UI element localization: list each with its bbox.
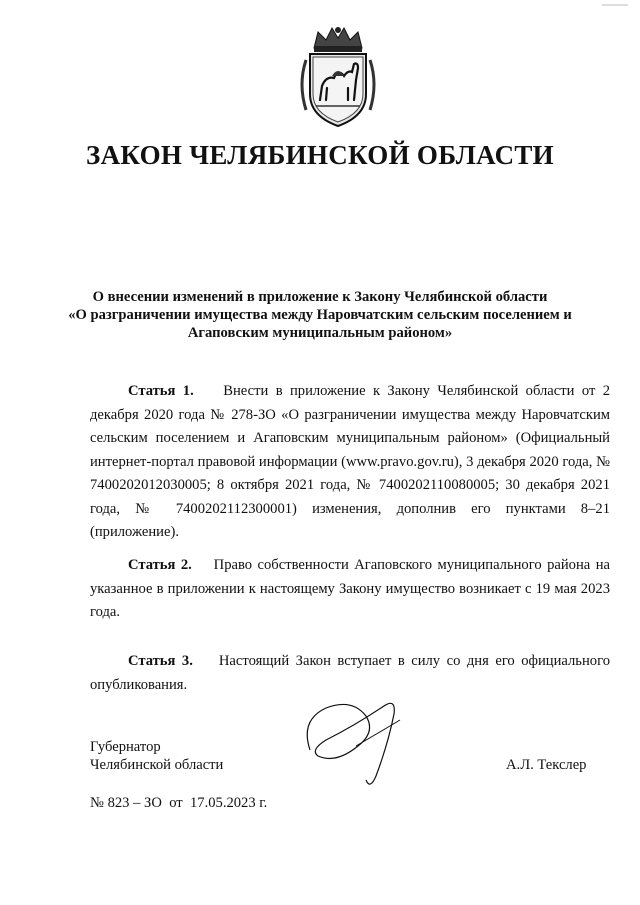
coat-of-arms-icon [296,24,380,130]
article-1 [90,380,610,545]
law-subject-line: О внесении изменений в приложение к Закону Челябинской области [92,289,548,305]
article-heading: Статья 1. [128,383,194,399]
article-2 [90,554,610,625]
law-subject [60,288,580,342]
document-title: ЗАКОН ЧЕЛЯБИНСКОЙ ОБЛАСТИ [86,140,554,170]
article-text: Право собственности Агаповского муниципального района на указанное в приложении к настоящему Закону имущество возникает с 19 мая 2023 года. [90,557,611,620]
article-heading: Статья 3. [128,653,193,669]
signatory-name: А.Л. Текслер [506,757,587,773]
article-text: Внести в приложение к Закону Челябинской области от 2 декабря 2020 года № 278-ЗО «О разграничении имущества между Наровчатским сельским поселением и Агаповским муниципальным районом» (Официальный интернет-портал правовой информации (www.pravo.gov.ru), 3 декабря 2020 года, № 7400202012030005; 8 октября 2021 года, № 7400202110080005; 30 декабря 2021 года, № 7400202112300001) изменения, дополнив его пунктами 8–21 (приложение). [90,383,610,540]
signature-icon [296,680,416,800]
position-line: Челябинской области [90,757,224,773]
signatory-position [90,738,223,774]
scan-mark [600,2,630,8]
law-subject-line: «О разграничении имущества между Наровчатским сельским поселением и [68,307,572,323]
article-text: Настоящий Закон вступает в силу со дня его официального опубликования. [90,653,610,693]
law-subject-line: Агаповским муниципальным районом» [187,325,453,341]
article-heading: Статья 2. [128,557,192,573]
law-number: № 823 – ЗО от 17.05.2023 г. [90,795,268,811]
position-line: Губернатор [90,739,161,755]
